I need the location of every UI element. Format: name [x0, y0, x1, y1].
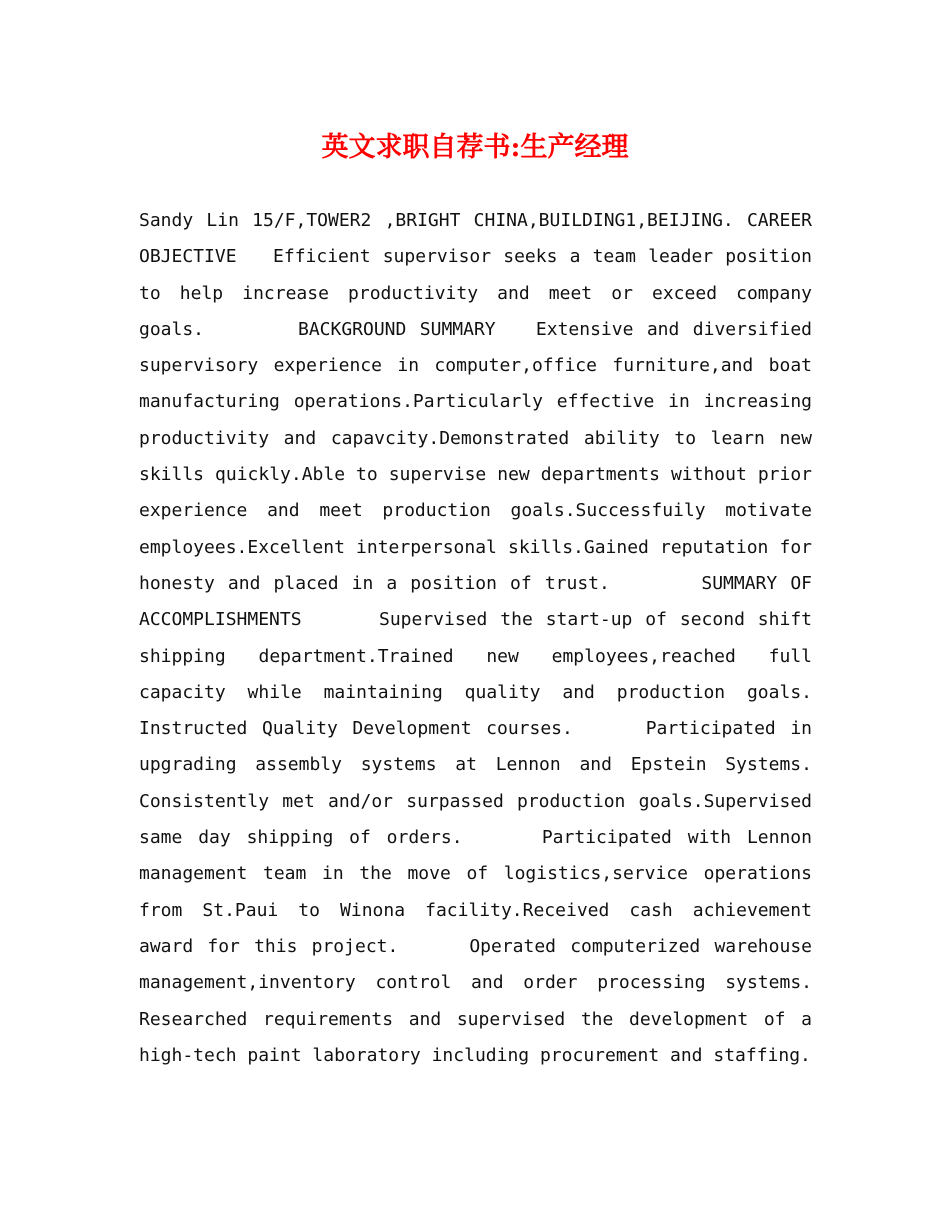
page-title: 英文求职自荐书:生产经理 [321, 132, 629, 163]
body-paragraph: Sandy Lin 15/F,TOWER2 ,BRIGHT CHINA,BUILDING1,BEIJING. CAREER OBJECTIVE Efficient supervisor seeks a team leader position to help increase productivity and meet or exceed company goals. BACKGROUND SUMMARY Extensive and diversified supervisory experience in computer,office furniture,and boat manufacturing operations.Particularly effective in increasing productivity and capavcity.Demonstrated ability to learn new skills quickly.Able to supervise new departments without prior experience and meet production goals.Successfuily motivate employees.Excellent interpersonal skills.Gained reputation for honesty and placed in a position of trust. SUMMARY OF ACCOMPLISHMENTS Supervised the start-up of second shift shipping department.Trained new employees,reached full capacity while maintaining quality and production goals. Instructed Quality Development courses. Participated in upgrading assembly systems at Lennon and Epstein Systems. Consistently met and/or surpassed production goals.Supervised same day shipping of orders. Participated with Lennon management team in the move of logistics,service operations from St.Paui to Winona facility.Received cash achievement award for this project. Operated computerized warehouse management,inventory control and order processing systems. Researched requirements and supervised the development of a high-tech paint laboratory including procurement and staffing. [139, 210, 834, 1066]
